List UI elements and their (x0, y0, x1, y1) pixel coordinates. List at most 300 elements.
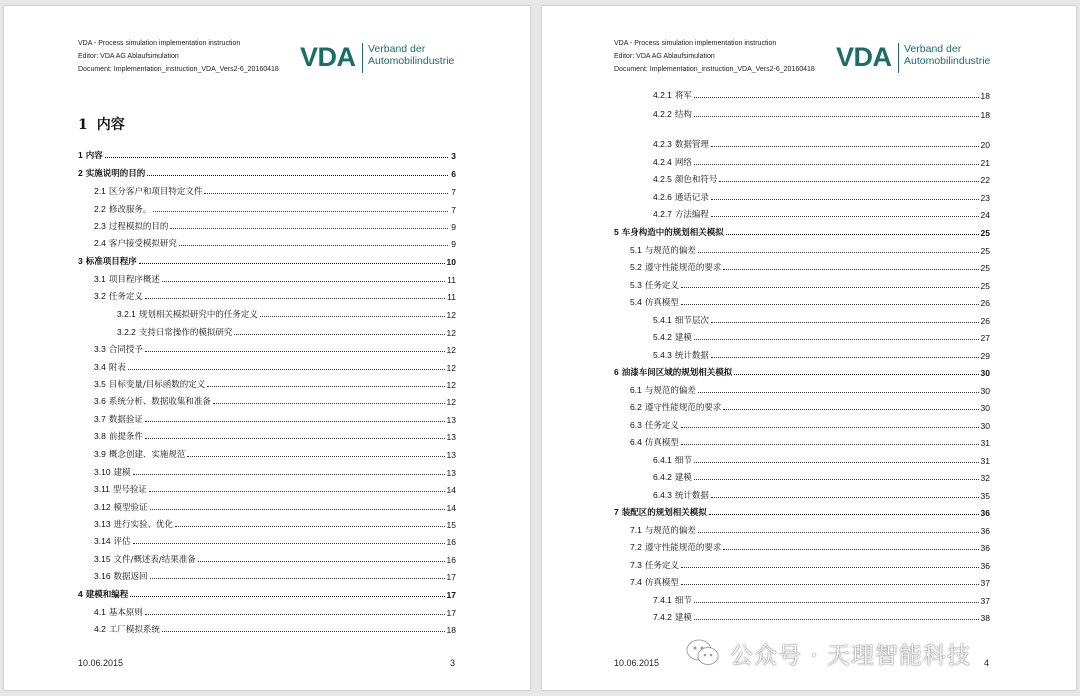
toc-entry[interactable] (614, 329, 990, 343)
toc-dot-leader (139, 263, 445, 264)
toc-entry[interactable] (614, 399, 990, 413)
toc-entry[interactable] (78, 359, 456, 373)
toc-dot-leader (681, 584, 979, 585)
toc-entry-title: 任务定义 (108, 292, 143, 302)
toc-entry-number: 4.2.2 (653, 109, 672, 119)
toc-dot-leader (694, 339, 979, 340)
toc-entry-title: 任务定义 (644, 281, 679, 291)
toc-entry-title: 遵守性能规范的要求 (644, 403, 722, 413)
toc-entry[interactable] (614, 106, 990, 120)
toc-entry-label (614, 279, 679, 291)
toc-entry-title: 项目程序概述 (108, 275, 160, 285)
toc-entry[interactable] (78, 481, 456, 495)
toc-heading-number: 1 (78, 117, 88, 133)
toc-entry-number: 2.4 (94, 238, 106, 248)
toc-dot-leader (179, 245, 448, 246)
toc-entry[interactable] (614, 242, 990, 256)
toc-entry[interactable] (614, 609, 990, 623)
toc-entry-page: 20 (980, 140, 990, 150)
toc-entry-title: 遵守性能规范的要求 (644, 543, 722, 553)
toc-entry-label (78, 361, 126, 373)
toc-entry-label (614, 594, 692, 606)
toc-entry-label (614, 226, 724, 238)
toc-dot-leader (133, 474, 445, 475)
toc-entry-title: 仿真模型 (644, 578, 679, 588)
toc-entry-title: 型号验证 (112, 485, 147, 495)
toc-entry-title: 数据验证 (108, 415, 143, 425)
toc-entry[interactable] (614, 434, 990, 448)
toc-entry-label (78, 343, 143, 355)
toc-entry-page: 17 (446, 590, 456, 600)
toc-entry-number: 3.11 (94, 484, 110, 494)
toc-entry-page: 30 (980, 403, 990, 413)
toc-entry-label (78, 466, 131, 478)
logo-name-line1: Verband der (368, 43, 426, 55)
toc-entry[interactable] (78, 271, 456, 285)
toc-entry-title: 目标变量/目标函数的定义 (108, 380, 206, 390)
toc-entry-label (614, 366, 732, 378)
toc-entry-title: 前提条件 (108, 432, 143, 442)
toc-dot-leader (723, 409, 978, 410)
toc-entry-page: 30 (980, 386, 990, 396)
toc-entry-title: 区分客户和项目特定文件 (108, 187, 203, 197)
toc-entry-title: 系统分析、数据收集和准备 (108, 397, 211, 407)
toc-dot-leader (734, 374, 978, 375)
toc-entry-number: 7.1 (630, 525, 642, 535)
document-page-3 (4, 6, 530, 690)
toc-entry-label (614, 471, 692, 483)
header-editor-line: Editor: VDA AG Ablaufsimulation (78, 53, 179, 60)
toc-entry-page: 30 (980, 368, 990, 378)
toc-entry[interactable] (78, 306, 456, 320)
toc-entry-number: 3.2.2 (117, 327, 136, 337)
toc-dot-leader (105, 157, 448, 158)
toc-entry-label (78, 273, 160, 285)
toc-entry-title: 任务定义 (644, 421, 679, 431)
toc-entry-label (614, 489, 709, 501)
toc-entry-label (78, 483, 147, 495)
toc-entry-number: 2.3 (94, 221, 106, 231)
toc-entry-label (78, 448, 185, 460)
toc-entry-title: 概念创建、实施规范 (108, 450, 186, 460)
toc-entry-page: 18 (446, 625, 456, 635)
toc-dot-leader (150, 578, 445, 579)
toc-entry-label (614, 541, 721, 553)
toc-entry-number: 3.1 (94, 274, 106, 284)
toc-entry-number: 4 (78, 589, 83, 599)
toc-entry-page: 25 (980, 281, 990, 291)
toc-entry-label (78, 255, 137, 267)
toc-dot-leader (153, 211, 448, 212)
toc-entry-label (78, 623, 160, 635)
toc-heading-title: 内容 (96, 117, 125, 133)
toc-entry-number: 3.12 (94, 502, 111, 512)
toc-entry-title: 进行实验、优化 (113, 520, 174, 530)
toc-dot-leader (694, 462, 979, 463)
toc-entry-title: 客户接受模拟研究 (108, 239, 177, 249)
toc-entry-title: 建模和编程 (85, 590, 129, 600)
toc-dot-leader (145, 351, 445, 352)
toc-entry-page: 14 (446, 503, 456, 513)
toc-entry-title: 建模 (674, 473, 692, 483)
toc-entry-page: 38 (980, 613, 990, 623)
toc-entry-label (614, 261, 721, 273)
toc-entry[interactable] (78, 393, 456, 407)
toc-entry-title: 基本原则 (108, 608, 143, 618)
vda-logo-name (368, 43, 454, 67)
toc-dot-leader (723, 269, 978, 270)
toc-entry-page: 36 (980, 561, 990, 571)
toc-entry[interactable] (614, 136, 990, 150)
toc-dot-leader (726, 234, 979, 235)
toc-entry[interactable] (614, 87, 990, 101)
toc-entry-page: 23 (980, 193, 990, 203)
toc-dot-leader (681, 444, 979, 445)
logo-divider (898, 43, 899, 73)
toc-entry[interactable] (614, 487, 990, 501)
toc-entry-page: 14 (446, 485, 456, 495)
toc-entry-page: 12 (446, 397, 456, 407)
toc-entry[interactable] (614, 347, 990, 361)
toc-dot-leader (145, 614, 445, 615)
toc-entry-page: 37 (980, 596, 990, 606)
toc-entry-label (614, 173, 717, 185)
header-title-line: VDA - Process simulation implementation instruction (78, 40, 241, 47)
toc-entry-number: 3.5 (94, 379, 106, 389)
toc-entry-number: 3 (78, 256, 83, 266)
toc-entry-label (614, 611, 692, 623)
toc-entry-page: 27 (980, 333, 990, 343)
toc-entry-page: 13 (446, 450, 456, 460)
toc-entry[interactable] (614, 382, 990, 396)
toc-entry-number: 6.4.2 (653, 472, 672, 482)
toc-dot-leader (709, 514, 979, 515)
toc-entry[interactable] (78, 218, 456, 232)
toc-entry-title: 建模 (113, 468, 131, 478)
toc-dot-leader (711, 146, 979, 147)
toc-entry-number: 3.14 (94, 536, 111, 546)
toc-entry-number: 4.2.6 (653, 192, 672, 202)
toc-entry-page: 21 (980, 158, 990, 168)
toc-entry-number: 4.2.5 (653, 174, 672, 184)
toc-entry-label (614, 156, 692, 168)
toc-entry-title: 过程模拟的目的 (108, 222, 169, 232)
toc-entry-page: 17 (446, 572, 456, 582)
toc-entry-label (614, 314, 709, 326)
footer-page-number: 4 (984, 658, 990, 668)
toc-entry-number: 6.4 (630, 437, 642, 447)
toc-dot-leader (711, 357, 979, 358)
toc-entry-page: 18 (980, 91, 990, 101)
toc-entry-label (614, 384, 696, 396)
toc-entry-label (614, 108, 692, 120)
vda-logo-abbr: VDA (836, 42, 892, 72)
toc-dot-leader (234, 334, 444, 335)
toc-dot-leader (698, 252, 979, 253)
toc-entry[interactable] (78, 551, 456, 565)
toc-entry-label (78, 430, 143, 442)
toc-entry[interactable] (614, 277, 990, 291)
toc-entry-number: 5.4.1 (653, 315, 672, 325)
toc-entry[interactable] (614, 557, 990, 571)
toc-entry-title: 建模 (674, 333, 692, 343)
toc-dot-leader (681, 304, 979, 305)
toc-entry-number: 7.4.2 (653, 612, 672, 622)
toc-entry-number: 7 (614, 507, 619, 517)
toc-entry[interactable] (78, 183, 456, 197)
toc-entry-number: 4.2 (94, 624, 106, 634)
toc-entry-number: 6.4.1 (653, 455, 672, 465)
toc-dot-leader (719, 181, 978, 182)
toc-entry-number: 4.2.7 (653, 209, 672, 219)
footer-date: 10.06.2015 (78, 658, 124, 668)
toc-entry-title: 油漆车间区域的规划相关模拟 (621, 368, 733, 378)
toc-entry-number: 5 (614, 227, 619, 237)
toc-dot-leader (694, 619, 979, 620)
toc-dot-leader (162, 631, 445, 632)
logo-name-line2: Automobilindustrie (368, 55, 455, 67)
toc-entry[interactable] (614, 312, 990, 326)
toc-entry-page: 25 (980, 263, 990, 273)
toc-entry-number: 6.1 (630, 385, 642, 395)
toc-entry-number: 6 (614, 367, 619, 377)
toc-entry-number: 3.16 (94, 571, 111, 581)
toc-entry-page: 31 (980, 456, 990, 466)
page-header-info (614, 37, 815, 76)
toc-entry-number: 2.2 (94, 204, 106, 214)
toc-entry[interactable] (614, 539, 990, 553)
toc-entry[interactable] (614, 224, 990, 238)
toc-entry-title: 车身构造中的规划相关模拟 (621, 228, 724, 238)
toc-dot-leader (681, 567, 979, 568)
toc-entry-number: 3.2 (94, 291, 106, 301)
toc-entry-title: 工厂模拟系统 (108, 625, 160, 635)
toc-entry-label (78, 167, 145, 179)
toc-entry-page: 30 (980, 421, 990, 431)
toc-entry-label (78, 535, 131, 547)
toc-entry[interactable] (78, 376, 456, 390)
toc-entry-page: 7 (451, 205, 456, 215)
toc-entry-label (614, 208, 709, 220)
toc-entry-page: 18 (980, 110, 990, 120)
toc-entry-label (78, 378, 205, 390)
toc-entry[interactable] (78, 253, 456, 267)
toc-entry-label (614, 506, 707, 518)
toc-entry-number: 7.2 (630, 542, 642, 552)
toc-dot-leader (694, 97, 979, 98)
toc-entry[interactable] (614, 206, 990, 220)
toc-entry[interactable] (78, 568, 456, 582)
toc-dot-leader (711, 322, 979, 323)
toc-dot-leader (260, 316, 445, 317)
toc-entry-number: 7.4 (630, 577, 642, 587)
toc-entry[interactable] (614, 364, 990, 378)
toc-entry-page: 24 (980, 210, 990, 220)
toc-entry-number: 4.1 (94, 607, 106, 617)
toc-entry[interactable] (78, 147, 456, 161)
toc-entry[interactable] (614, 574, 990, 588)
toc-dot-leader (145, 421, 445, 422)
toc-entry-title: 网络 (674, 158, 692, 168)
toc-dot-leader (711, 497, 979, 498)
toc-entry[interactable] (78, 586, 456, 600)
toc-entry-page: 36 (980, 543, 990, 553)
toc-entry[interactable] (614, 189, 990, 203)
toc-entry-page: 12 (446, 345, 456, 355)
toc-entry-title: 遵守性能规范的要求 (644, 263, 722, 273)
toc-entry-page: 6 (451, 169, 456, 179)
toc-entry-title: 内容 (85, 151, 103, 161)
toc-entry-label (78, 220, 168, 232)
watermark-text: 公众号 · 天理智能科技 (730, 642, 971, 669)
document-page-4 (542, 6, 1076, 690)
toc-entry[interactable] (614, 417, 990, 431)
toc-dot-leader (175, 526, 444, 527)
toc-entry-page: 7 (451, 187, 456, 197)
toc-entry[interactable] (78, 201, 456, 215)
toc-dot-leader (162, 281, 445, 282)
toc-entry-label (78, 203, 151, 215)
toc-entry[interactable] (614, 171, 990, 185)
logo-name-line1: Verband der (904, 43, 962, 55)
toc-entry-title: 与规范的偏差 (644, 526, 696, 536)
toc-entry-title: 数据返回 (113, 572, 148, 582)
toc-dot-leader (170, 228, 448, 229)
toc-entry[interactable] (78, 324, 456, 338)
toc-entry-number: 2 (78, 168, 83, 178)
toc-entry[interactable] (614, 592, 990, 606)
toc-entry[interactable] (78, 621, 456, 635)
toc-entry-title: 结构 (674, 110, 692, 120)
toc-entry[interactable] (78, 288, 456, 302)
toc-entry[interactable] (614, 469, 990, 483)
toc-entry[interactable] (614, 504, 990, 518)
toc-entry-title: 与规范的偏差 (644, 386, 696, 396)
toc-dot-leader (213, 403, 445, 404)
toc-entry-title: 支持日常操作的模拟研究 (138, 328, 233, 338)
toc-entry-label (78, 395, 211, 407)
toc-dot-leader (130, 596, 444, 597)
toc-entry-label (614, 349, 709, 361)
toc-entry-page: 9 (451, 239, 456, 249)
toc-entry[interactable] (78, 464, 456, 478)
toc-entry-title: 实施说明的目的 (85, 169, 146, 179)
logo-divider (362, 43, 363, 73)
toc-entry-label (78, 606, 143, 618)
toc-entry-title: 细节层次 (674, 316, 709, 326)
toc-entry[interactable] (614, 259, 990, 273)
toc-entry[interactable] (78, 428, 456, 442)
toc-entry[interactable] (614, 154, 990, 168)
toc-entry-title: 方法编程 (674, 210, 709, 220)
toc-entry-number: 4.2.1 (653, 90, 672, 100)
vda-logo-abbr: VDA (300, 42, 356, 72)
toc-dot-leader (204, 193, 448, 194)
toc-entry-title: 数据管理 (674, 140, 709, 150)
toc-entry-label (614, 524, 696, 536)
toc-dot-leader (694, 116, 979, 117)
toc-entry-number: 6.4.3 (653, 490, 672, 500)
toc-entry[interactable] (78, 165, 456, 179)
toc-entry-label (614, 576, 679, 588)
toc-dot-leader (147, 175, 448, 176)
toc-entry-title: 修改服务。 (108, 205, 152, 215)
toc-entry[interactable] (614, 452, 990, 466)
toc-entry-number: 5.4 (630, 297, 642, 307)
toc-entry-page: 9 (451, 222, 456, 232)
toc-entry-title: 合同授予 (108, 345, 143, 355)
toc-entry-title: 细节 (674, 456, 692, 466)
toc-entry-page: 17 (446, 608, 456, 618)
header-document-line: Document: Implementation_instruction_VDA_Vers2-6_20160418 (78, 66, 279, 73)
header-editor-line: Editor: VDA AG Ablaufsimulation (614, 53, 715, 60)
toc-entry-number: 3.2.1 (117, 309, 136, 319)
toc-entry[interactable] (614, 294, 990, 308)
toc-entry-number: 6.2 (630, 402, 642, 412)
toc-entry-page: 22 (980, 175, 990, 185)
toc-dot-leader (694, 479, 979, 480)
toc-entry-label (78, 237, 177, 249)
toc-entry[interactable] (78, 516, 456, 530)
toc-entry-number: 5.3 (630, 280, 642, 290)
toc-entry[interactable] (78, 341, 456, 355)
toc-entry-number: 4.2.3 (653, 139, 672, 149)
toc-entry[interactable] (78, 499, 456, 513)
footer-date: 10.06.2015 (614, 658, 660, 668)
toc-entry-page: 3 (451, 151, 456, 161)
toc-entry-number: 5.1 (630, 245, 642, 255)
toc-entry-label (78, 185, 202, 197)
toc-entry-label (78, 308, 258, 320)
toc-entry-label (614, 559, 679, 571)
toc-entry-title: 模型验证 (113, 503, 148, 513)
toc-entry-title: 仿真模型 (644, 438, 679, 448)
toc-dot-leader (187, 456, 444, 457)
toc-entry-page: 15 (446, 520, 456, 530)
toc-entry[interactable] (78, 446, 456, 460)
toc-entry-label (78, 290, 143, 302)
toc-entry-page: 12 (446, 310, 456, 320)
footer-page-number: 3 (450, 658, 456, 668)
toc-entry-page: 29 (980, 351, 990, 361)
toc-entry-page: 13 (446, 468, 456, 478)
page-header-info (78, 37, 279, 76)
toc-dot-leader (681, 427, 979, 428)
toc-entry-page: 16 (446, 555, 456, 565)
toc-entry-title: 统计数据 (674, 351, 709, 361)
toc-entry-label (78, 413, 143, 425)
toc-dot-leader (198, 561, 445, 562)
toc-entry-title: 建模 (674, 613, 692, 623)
toc-entry-label (78, 501, 148, 513)
toc-entry-page: 12 (446, 363, 456, 373)
toc-entry[interactable] (78, 235, 456, 249)
toc-entry-number: 5.2 (630, 262, 642, 272)
toc-entry-title: 将军 (674, 91, 692, 101)
toc-entry-label (78, 553, 196, 565)
toc-entry-title: 标准项目程序 (85, 257, 137, 267)
toc-entry[interactable] (614, 522, 990, 536)
toc-entry-number: 3.10 (94, 467, 111, 477)
toc-entry[interactable] (78, 411, 456, 425)
toc-entry-number: 7.3 (630, 560, 642, 570)
toc-entry-page: 36 (980, 508, 990, 518)
toc-entry[interactable] (78, 604, 456, 618)
toc-entry[interactable] (78, 533, 456, 547)
toc-entry-title: 仿真模型 (644, 298, 679, 308)
toc-entry-number: 7.4.1 (653, 595, 672, 605)
toc-entry-page: 35 (980, 491, 990, 501)
